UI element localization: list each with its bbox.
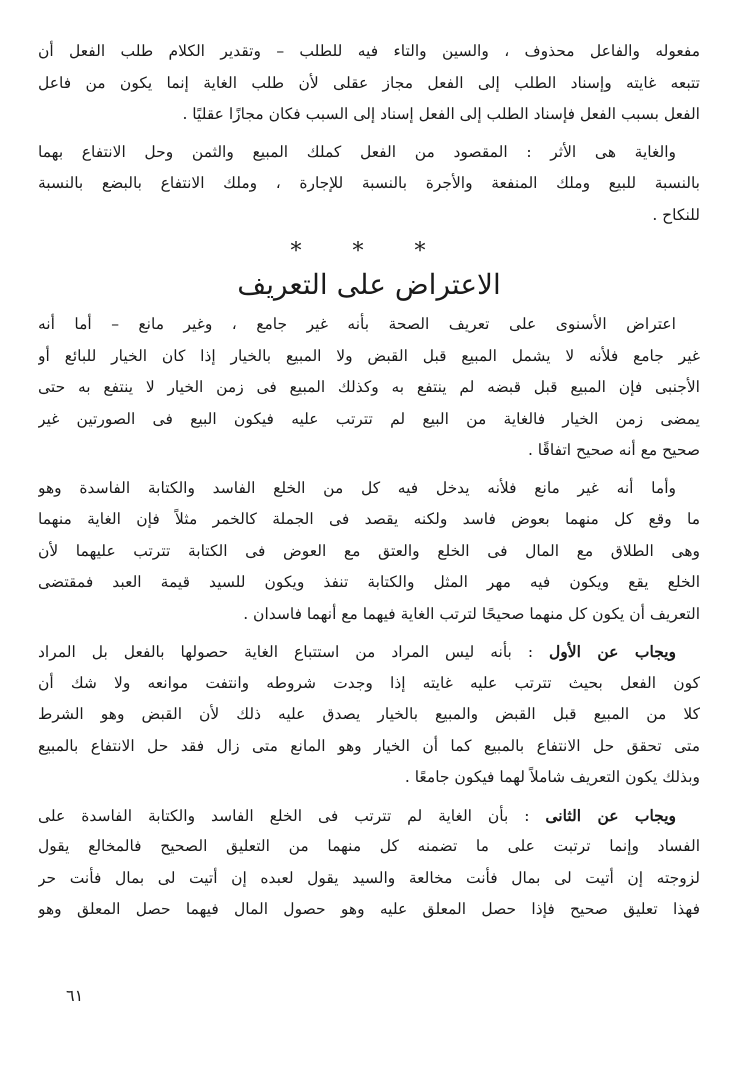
- paragraph-1: [38, 36, 700, 131]
- paragraph-4: [38, 473, 700, 631]
- text-line: اعتراض الأسنوى على تعريف الصحة بأنه غير جامع ، وغير مانع – أما أنه: [38, 315, 676, 333]
- section-heading: الاعتراض على التعريف: [237, 268, 501, 301]
- answer-text: : بأن الغاية لم تترتب فى الخلع الفاسد والكتابة الفاسدة على: [38, 806, 546, 825]
- text-line: كون الفعل بحيث تترتب عليه غايته إذا وجدت شروطه وانتفت موانعه ولا شك أن: [38, 673, 700, 692]
- text-line: تتبعه غايته وإسناد الطلب إلى الفعل مجاز عقلى لأن طلب الغاية إنما يكون من فاعل: [38, 73, 700, 92]
- paragraph-3: [38, 309, 700, 467]
- answer-lead: ويجاب عن الثانى: [545, 805, 676, 825]
- text-line: غير جامع فلأنه لا يشمل المبيع قبل القبض ولا المبيع بالخيار إذا كان الخيار للبائع أو: [38, 346, 700, 365]
- text-line: والغاية هى الأثر : المقصود من الفعل كملك المبيع والثمن وحل الانتفاع بهما: [38, 142, 676, 161]
- text-line: كلا من المبيع قبل القبض والمبيع بالخيار يصدق عليه ذلك لأن القبض وهو الشرط: [38, 705, 700, 723]
- page-body: [38, 36, 700, 926]
- text-line: للنكاح .: [652, 205, 700, 224]
- paragraph-6: [38, 800, 700, 926]
- paragraph-5: [38, 636, 700, 794]
- text-line: يمضى زمن الخيار فالغاية من البيع لم تترتب عليه فيكون البيع فى الصورتين غير: [38, 409, 700, 428]
- text-line: [38, 636, 700, 668]
- text-line: وهى الطلاق مع المال فى الخلع والعتق مع العوض فى الكتابة تترتب عليهما لأن: [38, 541, 700, 560]
- text-line: الفعل بسبب الفعل فإسناد الطلب إلى الفعل إسناد إلى السبب فكان مجازًا عقليًا .: [182, 105, 700, 123]
- text-line: التعريف أن يكون كل منهما صحيحًا لترتب الغاية فيهما مع أنهما فاسدان .: [243, 604, 700, 623]
- text-line: وبذلك يكون التعريف شاملاً لهما فيكون جامعًا .: [404, 768, 700, 786]
- page-number: ٦١: [66, 986, 84, 1005]
- text-line: ما وقع كل منهما بعوض فاسد ولكنه يقصد فى الجملة كالخمر مثلاً فإن الغاية منهما: [38, 510, 700, 528]
- text-line: وأما أنه غير مانع فلأنه يدخل فيه كل من الخلع الفاسد والكتابة الفاسدة وهو: [38, 478, 676, 497]
- text-line: مفعوله والفاعل محذوف ، والسين والتاء فيه للطلب – وتقدير الكلام طلب الفعل أن: [38, 42, 700, 60]
- text-line: بالنسبة للبيع وملك المنفعة والأجرة بالنسبة للإجارة ، وملك الانتفاع بالبضع بالنسبة: [38, 174, 700, 192]
- paragraph-2: [38, 137, 700, 232]
- text-line: متى تحقق حل الانتفاع بالمبيع كما أن الخيار وهو المانع متى زال فقد حل الانتفاع بالمبيع: [38, 736, 700, 755]
- answer-lead: ويجاب عن الأول: [549, 642, 676, 661]
- text-line: الأجنبى فإن المبيع قبل قبضه لم ينتفع به وكذلك المبيع فى زمن الخيار لا ينتفع به حتى: [38, 378, 700, 396]
- text-line: لزوجته إن أتيت لى بمال فأنت مخالعة والسيد يقول لعبده إن أتيت لى بمال فأنت حر: [38, 868, 700, 887]
- text-line: فهذا تعليق صحيح فإذا حصل المعلق عليه وهو حصول المال فيهما حصل المعلق وهو: [38, 900, 700, 918]
- text-line: صحيح مع أنه صحيح اتفاقًا .: [527, 441, 700, 459]
- text-line: الفساد وإنما ترتبت على ما تضمنه كل منهما من التعليق الصحيح فالمخالع يقول: [38, 837, 700, 855]
- text-line: [38, 800, 700, 832]
- section-separator: * * *: [290, 239, 448, 264]
- text-line: الخلع يقع ويكون فيه مهر المثل والكتابة تنفذ ويكون للسيد قيمة العبد فمقتضى: [38, 573, 700, 591]
- answer-text: : بأنه ليس المراد من استتباع الغاية حصولها بالفعل بل المراد: [38, 643, 550, 661]
